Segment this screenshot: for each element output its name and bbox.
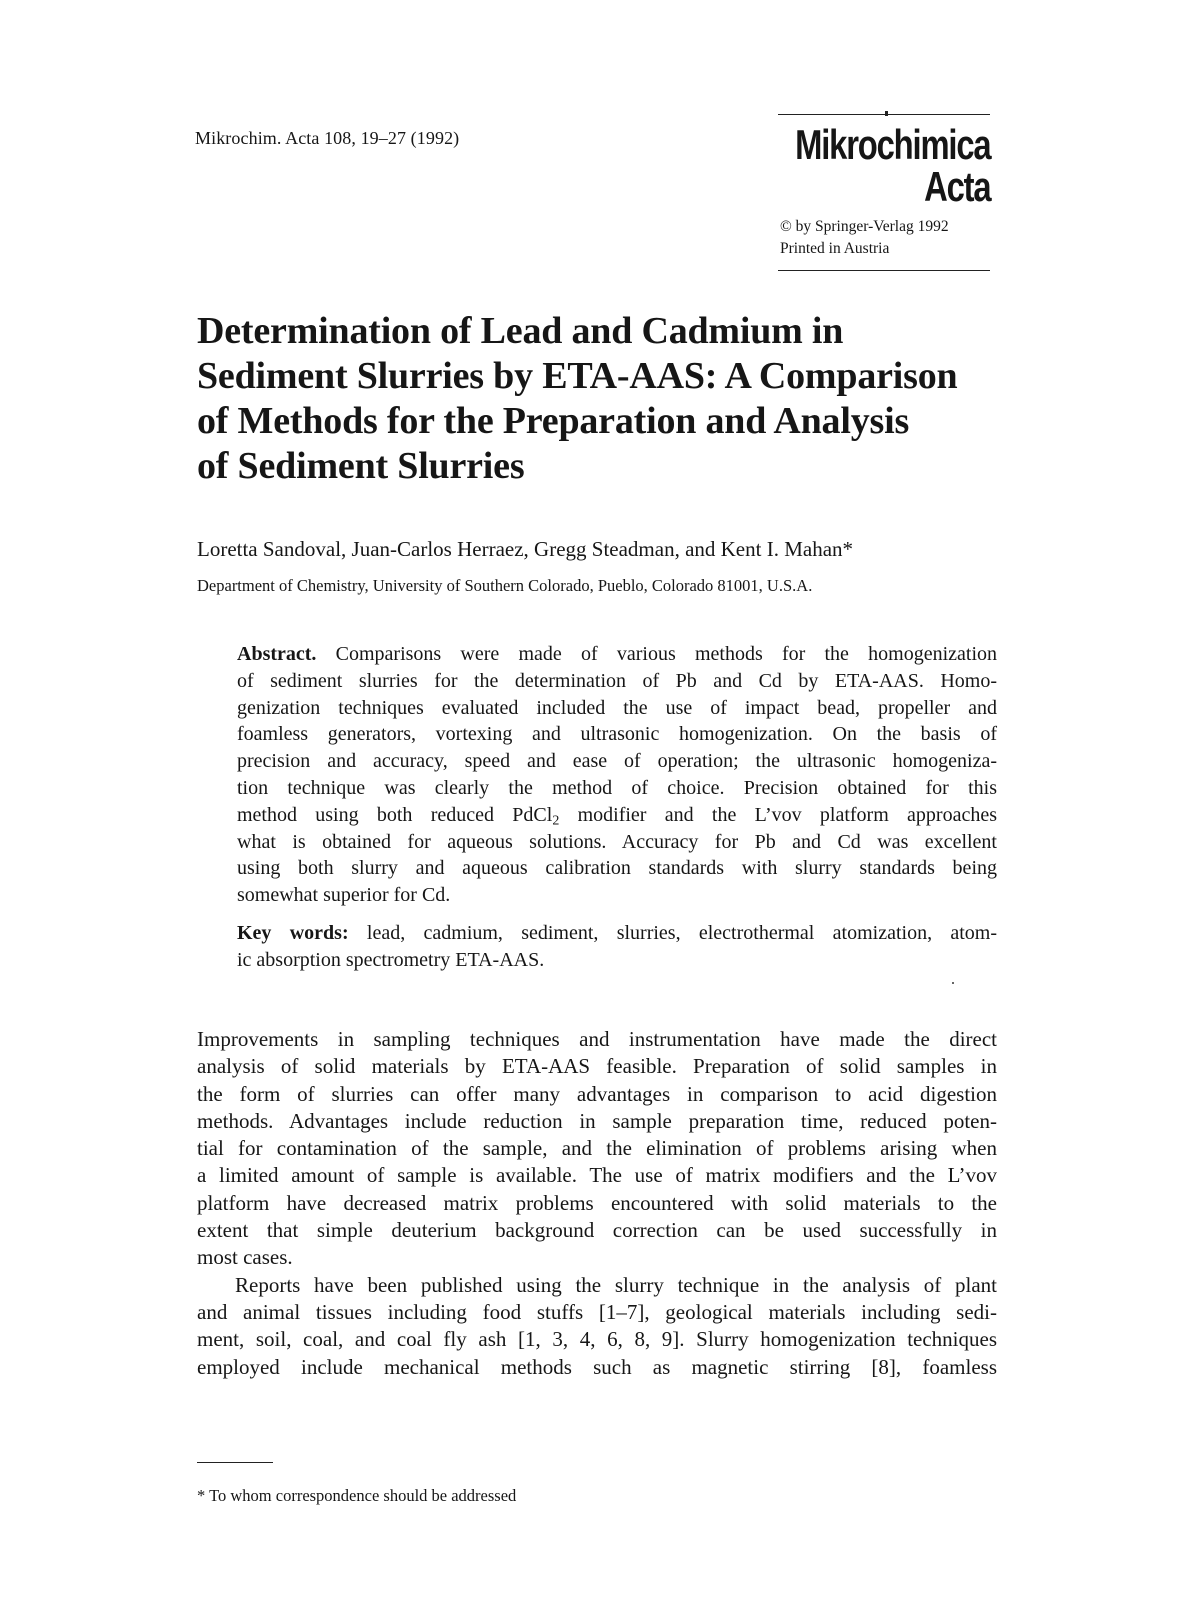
body-line: platform have decreased matrix problems encountered with solid materials to the: [197, 1190, 997, 1215]
masthead-bottom-rule: [778, 270, 990, 271]
abstract-line: what is obtained for aqueous solutions. Accuracy for Pb and Cd was excellent: [237, 830, 997, 853]
body-line: analysis of solid materials by ETA-AAS feasible. Preparation of solid samples in: [197, 1054, 997, 1079]
abstract-text: modifier and the L’vov platform approaches: [559, 803, 997, 826]
body-line: a limited amount of sample is available. The use of matrix modifiers and the L’vov: [197, 1163, 997, 1188]
abstract-text: Comparisons were made of various methods for the homogenization: [335, 643, 997, 665]
abstract-line: genization techniques evaluated included the use of impact bead, propeller and: [237, 696, 997, 719]
abstract: [237, 641, 997, 909]
keywords-label: Key words:: [237, 922, 349, 944]
title-line: of Sediment Slurries: [197, 445, 525, 487]
body-line: most cases.: [197, 1245, 293, 1270]
abstract-label: Abstract.: [237, 643, 317, 665]
body-line: employed include mechanical methods such as magnetic stirring [8], foamless: [197, 1354, 997, 1379]
footnote-rule: [197, 1462, 273, 1463]
body-line: Improvements in sampling techniques and instrumentation have made the direct: [197, 1027, 997, 1051]
title-line: of Methods for the Preparation and Analysis: [197, 400, 910, 442]
abstract-line: [237, 641, 997, 668]
abstract-line: precision and accuracy, speed and ease of operation; the ultrasonic homogeniza-: [237, 750, 997, 773]
title-line: Sediment Slurries by ETA-AAS: A Comparison: [197, 355, 958, 397]
abstract-text: method using both reduced PdCl: [237, 803, 553, 826]
journal-logo: [794, 121, 990, 210]
footnote: * To whom correspondence should be addressed: [197, 1486, 517, 1505]
keywords-text: lead, cadmium, sediment, slurries, electrothermal atomization, atom-: [366, 922, 997, 944]
keywords-line: [237, 920, 997, 947]
body-line: and animal tissues including food stuffs [1–7], geological materials including sedi-: [197, 1299, 997, 1324]
author-list: Loretta Sandoval, Juan-Carlos Herraez, Gregg Steadman, and Kent I. Mahan*: [197, 537, 854, 561]
abstract-line: [237, 802, 997, 829]
masthead-top-rule: [778, 114, 990, 115]
abstract-line: foamless generators, vortexing and ultrasonic homogenization. On the basis of: [237, 723, 997, 746]
subscript: 2: [552, 813, 560, 829]
title-line: Determination of Lead and Cadmium in: [197, 310, 844, 352]
article-title: [197, 309, 957, 489]
keywords: [237, 920, 997, 974]
body-line: tial for contamination of the sample, and the elimination of problems arising when: [197, 1136, 997, 1161]
masthead-rule-tick: [885, 111, 888, 116]
abstract-line: tion technique was clearly the method of choice. Precision obtained for this: [237, 776, 997, 799]
body-line: Reports have been published using the slurry technique in the analysis of plant: [235, 1272, 997, 1297]
affiliation: Department of Chemistry, University of Southern Colorado, Pueblo, Colorado 81001, U.S.A.: [197, 576, 813, 595]
abstract-line: using both slurry and aqueous calibration standards with slurry standards being: [237, 857, 997, 880]
copyright-notice: [780, 216, 949, 260]
journal-logo-line1: Mikrochimica: [794, 121, 990, 168]
body-line: ment, soil, coal, and coal fly ash [1, 3, 4, 6, 8, 9]. Slurry homogenization techniques: [197, 1327, 997, 1352]
copyright-line: © by Springer-Verlag 1992: [780, 218, 949, 235]
abstract-line: somewhat superior for Cd.: [237, 884, 451, 907]
body-line: the form of slurries can offer many advantages in comparison to acid digestion: [197, 1081, 997, 1106]
body-text: [197, 1026, 997, 1381]
journal-logo-line2: Acta: [923, 163, 990, 210]
abstract-line: of sediment slurries for the determination of Pb and Cd by ETA-AAS. Homo-: [237, 669, 997, 692]
body-line: extent that simple deuterium background correction can be used successfully in: [197, 1218, 997, 1243]
printed-in-line: Printed in Austria: [780, 240, 890, 257]
citation: Mikrochim. Acta 108, 19–27 (1992): [195, 128, 460, 148]
keywords-line: ic absorption spectrometry ETA-AAS.: [237, 949, 545, 971]
scan-speck: [952, 982, 954, 984]
body-line: methods. Advantages include reduction in sample preparation time, reduced poten-: [197, 1108, 997, 1133]
